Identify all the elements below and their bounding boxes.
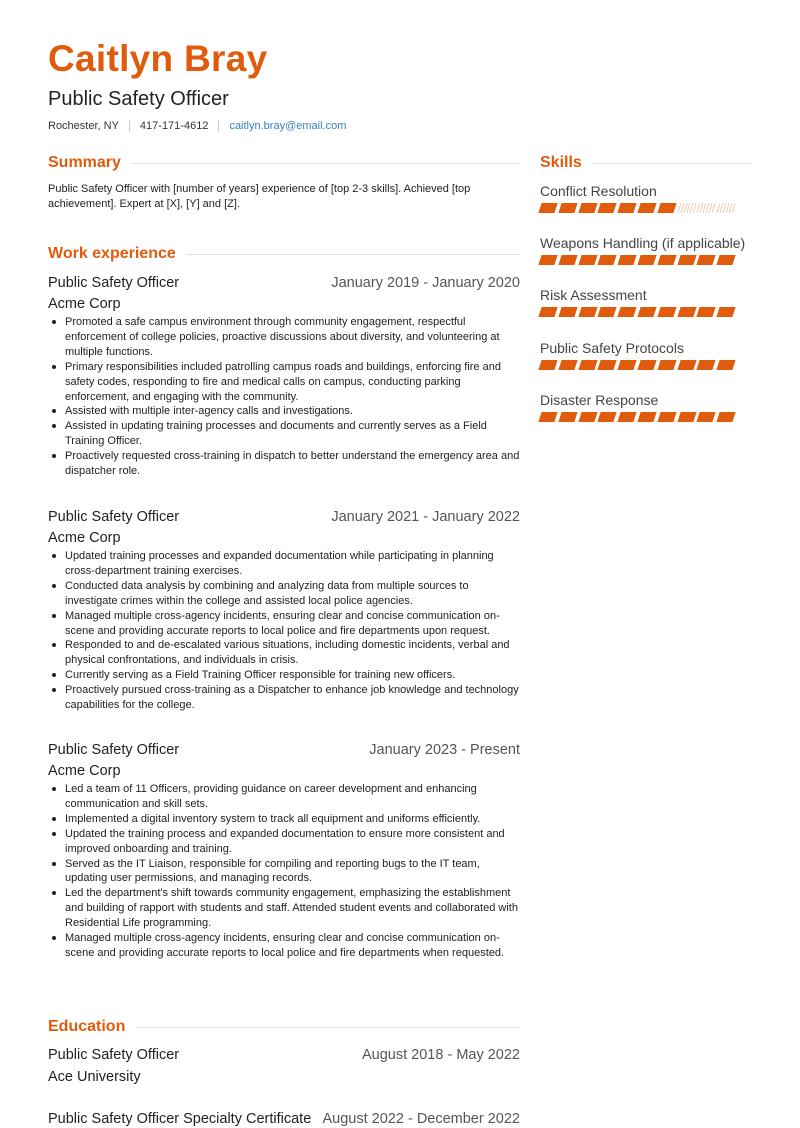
- job-company: Acme Corp: [48, 530, 121, 546]
- skill-segment-filled: [578, 203, 597, 213]
- skill-item: [540, 340, 752, 370]
- skill-level-bar: [540, 412, 752, 422]
- skill-segment-filled: [618, 307, 637, 317]
- skill-name: Weapons Handling (if applicable): [540, 235, 746, 251]
- skill-segment-filled: [697, 412, 716, 422]
- skill-segment-filled: [538, 307, 557, 317]
- skill-segment-filled: [578, 255, 597, 265]
- bullet-item: Proactively pursued cross-training as a Dispatcher to enhance job knowledge and technology capabilities for the college.: [48, 683, 520, 713]
- skill-segment-filled: [558, 360, 577, 370]
- section-title: Summary: [48, 154, 121, 171]
- education-dates: August 2022 - December 2022: [322, 1111, 520, 1127]
- skill-segment-filled: [637, 255, 656, 265]
- job-title: Public Safety Officer: [48, 742, 180, 758]
- skill-segment-filled: [578, 307, 597, 317]
- skill-segment-empty: [717, 203, 736, 213]
- education-entry: [48, 1047, 520, 1085]
- bullet-item: Primary responsibilities included patrolling campus roads and buildings, enforcing fire and safety codes, responding to fire and medical calls on campus, conducting parking enforcement, and engaging with the community.: [48, 360, 520, 405]
- skill-segment-filled: [598, 307, 617, 317]
- job-bullets: [48, 549, 520, 713]
- skill-segment-filled: [717, 307, 736, 317]
- section-title: Education: [48, 1018, 126, 1035]
- skill-segment-empty: [697, 203, 716, 213]
- skill-segment-filled: [637, 203, 656, 213]
- skills-heading: [540, 154, 752, 172]
- skill-segment-filled: [558, 255, 577, 265]
- skill-segment-filled: [538, 412, 557, 422]
- location: Rochester, NY: [48, 120, 119, 132]
- bullet-item: Led the department's shift towards community engagement, emphasizing the establishment and building of rapport with students and staff. Attended student events and collaborated with Residential Life programming.: [48, 886, 520, 931]
- email-link[interactable]: caitlyn.bray@email.com: [229, 120, 347, 132]
- job-bullets: [48, 782, 520, 961]
- job-dates: January 2021 - January 2022: [331, 509, 520, 525]
- job-title: Public Safety Officer: [48, 509, 180, 525]
- divider: [218, 120, 219, 132]
- skill-segment-filled: [697, 307, 716, 317]
- skill-segment-filled: [618, 255, 637, 265]
- skill-segment-filled: [558, 412, 577, 422]
- skill-segment-filled: [657, 360, 676, 370]
- education-dates: August 2018 - May 2022: [362, 1047, 520, 1063]
- job-entry: [48, 275, 520, 479]
- skill-segment-filled: [657, 307, 676, 317]
- section-title: Skills: [540, 154, 582, 171]
- skill-segment-filled: [697, 255, 716, 265]
- bullet-item: Managed multiple cross-agency incidents, ensuring clear and concise communication on-scene and providing accurate reports to local police and fire departments upon request.: [48, 609, 520, 639]
- degree-title: Public Safety Officer Specialty Certificate: [48, 1111, 312, 1127]
- bullet-item: Updated the training process and expanded documentation to ensure more consistent and improved onboarding and training.: [48, 827, 520, 857]
- bullet-item: Conducted data analysis by combining and analyzing data from multiple sources to investigate crimes within the college and assisted local police agencies.: [48, 579, 520, 609]
- bullet-item: Managed multiple cross-agency incidents, ensuring clear and concise communication on-scene and providing accurate reports to local police and fire departments when requested.: [48, 931, 520, 961]
- summary-heading: [48, 154, 520, 172]
- skill-level-bar: [540, 255, 752, 265]
- skill-segment-filled: [538, 360, 557, 370]
- job-company: Acme Corp: [48, 296, 121, 312]
- job-dates: January 2023 - Present: [369, 742, 520, 758]
- bullet-item: Responded to and de-escalated various situations, including domestic incidents, verbal and physical confrontations, and individuals in crisis.: [48, 638, 520, 668]
- skill-segment-filled: [637, 360, 656, 370]
- skill-segment-filled: [637, 307, 656, 317]
- skill-segment-empty: [677, 203, 696, 213]
- skill-segment-filled: [598, 203, 617, 213]
- bullet-item: Assisted with multiple inter-agency calls and investigations.: [48, 404, 520, 419]
- skill-segment-filled: [618, 203, 637, 213]
- school-name: Ace University: [48, 1069, 141, 1085]
- skill-item: [540, 392, 752, 422]
- skill-name: Risk Assessment: [540, 287, 647, 303]
- bullet-item: Served as the IT Liaison, responsible for compiling and reporting bugs to the IT team, updating user permissions, and managing records.: [48, 857, 520, 887]
- bullet-item: Implemented a digital inventory system to track all equipment and uniforms efficiently.: [48, 812, 520, 827]
- section-rule: [135, 1027, 520, 1028]
- skill-segment-filled: [677, 360, 696, 370]
- education-heading: [48, 1018, 520, 1036]
- job-company: Acme Corp: [48, 763, 121, 779]
- degree-title: Public Safety Officer: [48, 1047, 180, 1063]
- candidate-name: Caitlyn Bray: [48, 38, 268, 79]
- skill-item: [540, 287, 752, 317]
- skill-item: [540, 183, 752, 213]
- skill-segment-filled: [677, 255, 696, 265]
- skill-segment-filled: [538, 203, 557, 213]
- bullet-item: Proactively requested cross-training in dispatch to better understand the emergency area and dispatcher role.: [48, 449, 520, 479]
- skill-segment-filled: [598, 412, 617, 422]
- bullet-item: Currently serving as a Field Training Officer responsible for training new officers.: [48, 668, 520, 683]
- skill-name: Public Safety Protocols: [540, 340, 684, 356]
- skill-segment-filled: [697, 360, 716, 370]
- skill-segment-filled: [598, 360, 617, 370]
- skill-segment-filled: [618, 360, 637, 370]
- job-title: Public Safety Officer: [48, 275, 180, 291]
- bullet-item: Promoted a safe campus environment through community engagement, respectful enforcement of college policies, proactive discussions about diversity, and volunteering at multiple functions.: [48, 315, 520, 360]
- job-dates: January 2019 - January 2020: [331, 275, 520, 291]
- skill-name: Conflict Resolution: [540, 183, 657, 199]
- summary-text: Public Safety Officer with [number of years] experience of [top 2-3 skills]. Achieved [top achievement]. Expert at [X], [Y] and [Z].: [48, 183, 471, 210]
- skill-segment-filled: [657, 255, 676, 265]
- skill-segment-filled: [717, 412, 736, 422]
- skill-segment-filled: [598, 255, 617, 265]
- section-rule: [131, 163, 520, 164]
- contact-info: [48, 120, 346, 132]
- skill-item: [540, 235, 752, 265]
- skill-segment-filled: [558, 203, 577, 213]
- work-heading: [48, 245, 520, 263]
- skill-level-bar: [540, 203, 752, 213]
- skill-segment-filled: [538, 255, 557, 265]
- bullet-item: Assisted in updating training processes and documents and currently serves as a Field Training Officer.: [48, 419, 520, 449]
- skill-level-bar: [540, 360, 752, 370]
- divider: [129, 120, 130, 132]
- skill-segment-filled: [558, 307, 577, 317]
- candidate-role: Public Safety Officer: [48, 88, 229, 110]
- section-title: Work experience: [48, 245, 176, 262]
- skill-segment-filled: [717, 360, 736, 370]
- skill-name: Disaster Response: [540, 392, 659, 408]
- skill-segment-filled: [578, 360, 597, 370]
- bullet-item: Led a team of 11 Officers, providing guidance on career development and enhancing communication and skill sets.: [48, 782, 520, 812]
- job-entry: [48, 742, 520, 961]
- skill-segment-filled: [717, 255, 736, 265]
- skill-segment-filled: [578, 412, 597, 422]
- section-rule: [592, 163, 752, 164]
- skill-segment-filled: [677, 307, 696, 317]
- skill-level-bar: [540, 307, 752, 317]
- education-entry: [48, 1111, 520, 1127]
- phone: 417-171-4612: [139, 120, 209, 132]
- bullet-item: Updated training processes and expanded documentation while participating in planning cross-department training exercises.: [48, 549, 520, 579]
- job-entry: [48, 509, 520, 713]
- skill-segment-filled: [657, 412, 676, 422]
- skill-segment-filled: [618, 412, 637, 422]
- section-rule: [186, 254, 520, 255]
- skill-segment-filled: [657, 203, 676, 213]
- skill-segment-filled: [637, 412, 656, 422]
- job-bullets: [48, 315, 520, 479]
- skill-segment-filled: [677, 412, 696, 422]
